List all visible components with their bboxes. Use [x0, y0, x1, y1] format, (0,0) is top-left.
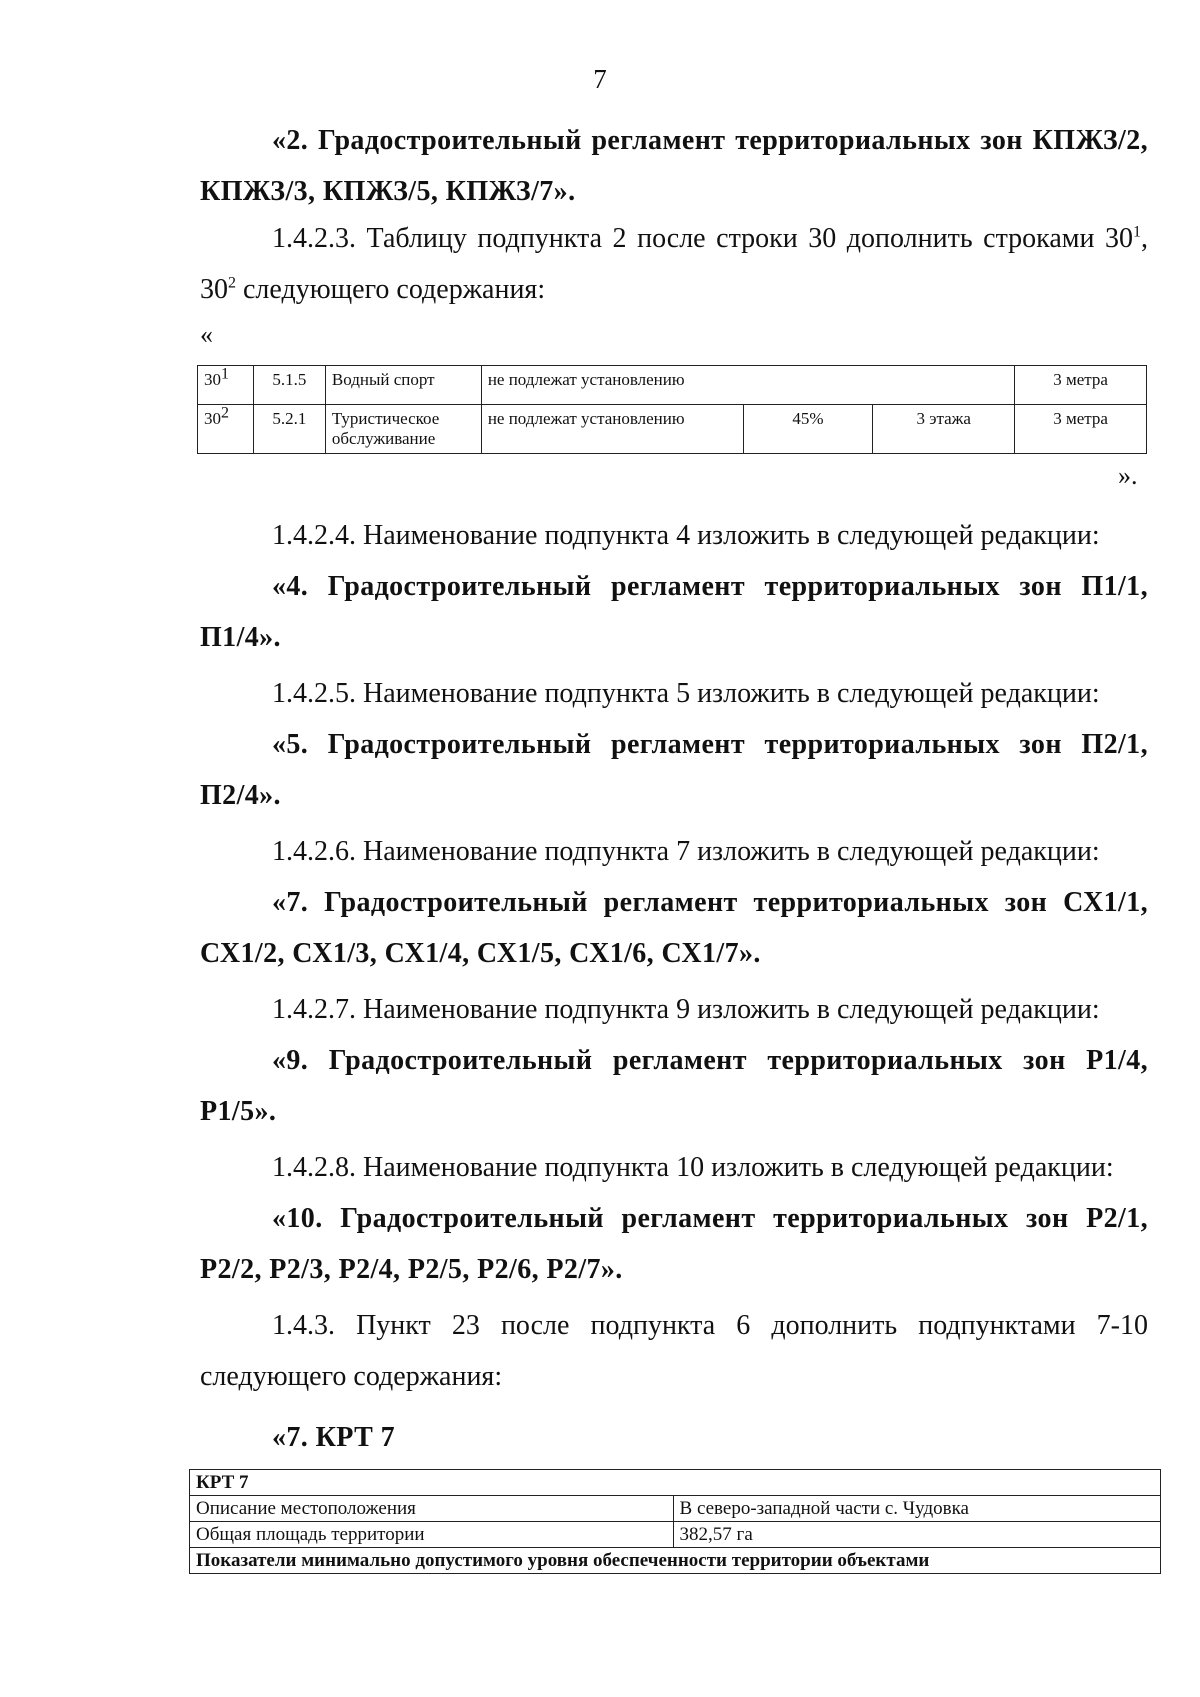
heading-4-line-1: «4. Градостроительный регламент территориальных зон П1/1, — [272, 571, 1148, 602]
close-quote: ». — [1118, 461, 1138, 490]
table-row — [190, 1548, 1161, 1574]
heading-10-line-2: Р2/2, Р2/3, Р2/4, Р2/5, Р2/6, Р2/7». — [200, 1254, 623, 1285]
paragraph-1-4-2-7: 1.4.2.7. Наименование подпункта 9 изложить в следующей редакции: — [272, 994, 1100, 1025]
heading-9-line-2: Р1/5». — [200, 1096, 277, 1127]
paragraph-text: 1.4.2.3. Таблицу подпункта 2 после строки 30 дополнить строками 30 — [272, 223, 1133, 254]
row-floors: 3 этажа — [873, 405, 1015, 454]
indicators-header: Показатели минимально допустимого уровня обеспеченности территории объектами — [190, 1548, 1161, 1574]
paragraph-1-4-2-3 — [200, 213, 1148, 264]
location-value: В северо-западной части с. Чудовка — [673, 1496, 1160, 1522]
row-setback: 3 метра — [1015, 366, 1147, 405]
heading-2-line-1: «2. Градостроительный регламент территориальных зон КПЖЗ/2, — [272, 125, 1148, 156]
row-parameter: не подлежат установлению — [481, 366, 1014, 405]
paragraph-1-4-3-line-2: следующего содержания: — [200, 1361, 503, 1392]
heading-10-line-1: «10. Градостроительный регламент территориальных зон Р2/1, — [272, 1203, 1148, 1234]
heading-4-line-2: П1/4». — [200, 622, 281, 653]
area-value: 382,57 га — [673, 1522, 1160, 1548]
paragraph-1-4-2-5: 1.4.2.5. Наименование подпункта 5 изложить в следующей редакции: — [272, 678, 1100, 709]
page-number: 7 — [593, 64, 607, 94]
paragraph-1-4-3-line-1: 1.4.3. Пункт 23 после подпункта 6 дополнить подпунктами 7-10 — [272, 1310, 1148, 1341]
superscript: 1 — [1133, 223, 1141, 241]
location-label: Описание местоположения — [190, 1496, 674, 1522]
krt-table — [189, 1469, 1161, 1574]
paragraph-1-4-2-3-cont — [200, 264, 1148, 315]
table-row — [198, 366, 1147, 405]
heading-5-line-1: «5. Градостроительный регламент территориальных зон П2/1, — [272, 729, 1148, 760]
paragraph-1-4-2-6: 1.4.2.6. Наименование подпункта 7 изложить в следующей редакции: — [272, 836, 1100, 867]
row-name: Туристическое обслуживание — [325, 405, 481, 454]
area-label: Общая площадь территории — [190, 1522, 674, 1548]
krt-title: КРТ 7 — [190, 1470, 1161, 1496]
row-coverage: 45% — [743, 405, 873, 454]
superscript: 2 — [228, 274, 236, 292]
heading-7-line-2: СХ1/2, СХ1/3, СХ1/4, СХ1/5, СХ1/6, СХ1/7». — [200, 938, 761, 969]
paragraph-text: 30 — [200, 274, 228, 305]
heading-2-line-2: КПЖЗ/3, КПЖЗ/5, КПЖЗ/7». — [200, 176, 576, 207]
row-name: Водный спорт — [325, 366, 481, 405]
row-code: 5.1.5 — [253, 366, 325, 405]
row-setback: 3 метра — [1015, 405, 1147, 454]
table-row — [190, 1496, 1161, 1522]
table-row — [198, 405, 1147, 454]
heading-krt-7: «7. КРТ 7 — [272, 1422, 396, 1453]
row-number: $30^2$ — [198, 405, 254, 454]
paragraph-1-4-2-4: 1.4.2.4. Наименование подпункта 4 изложить в следующей редакции: — [272, 520, 1100, 551]
row-code: 5.2.1 — [253, 405, 325, 454]
heading-7-line-1: «7. Градостроительный регламент территориальных зон СХ1/1, — [272, 887, 1148, 918]
heading-5-line-2: П2/4». — [200, 780, 281, 811]
table-row — [190, 1522, 1161, 1548]
regulation-table — [197, 365, 1147, 454]
row-parameter: не подлежат установлению — [481, 405, 743, 454]
separator: , — [1141, 223, 1148, 254]
row-number: $30^1$ — [198, 366, 254, 405]
table-row — [190, 1470, 1161, 1496]
heading-9-line-1: «9. Градостроительный регламент территориальных зон Р1/4, — [272, 1045, 1148, 1076]
open-quote: « — [200, 320, 213, 349]
paragraph-text: следующего содержания: — [236, 274, 546, 305]
paragraph-1-4-2-8: 1.4.2.8. Наименование подпункта 10 изложить в следующей редакции: — [272, 1152, 1114, 1183]
